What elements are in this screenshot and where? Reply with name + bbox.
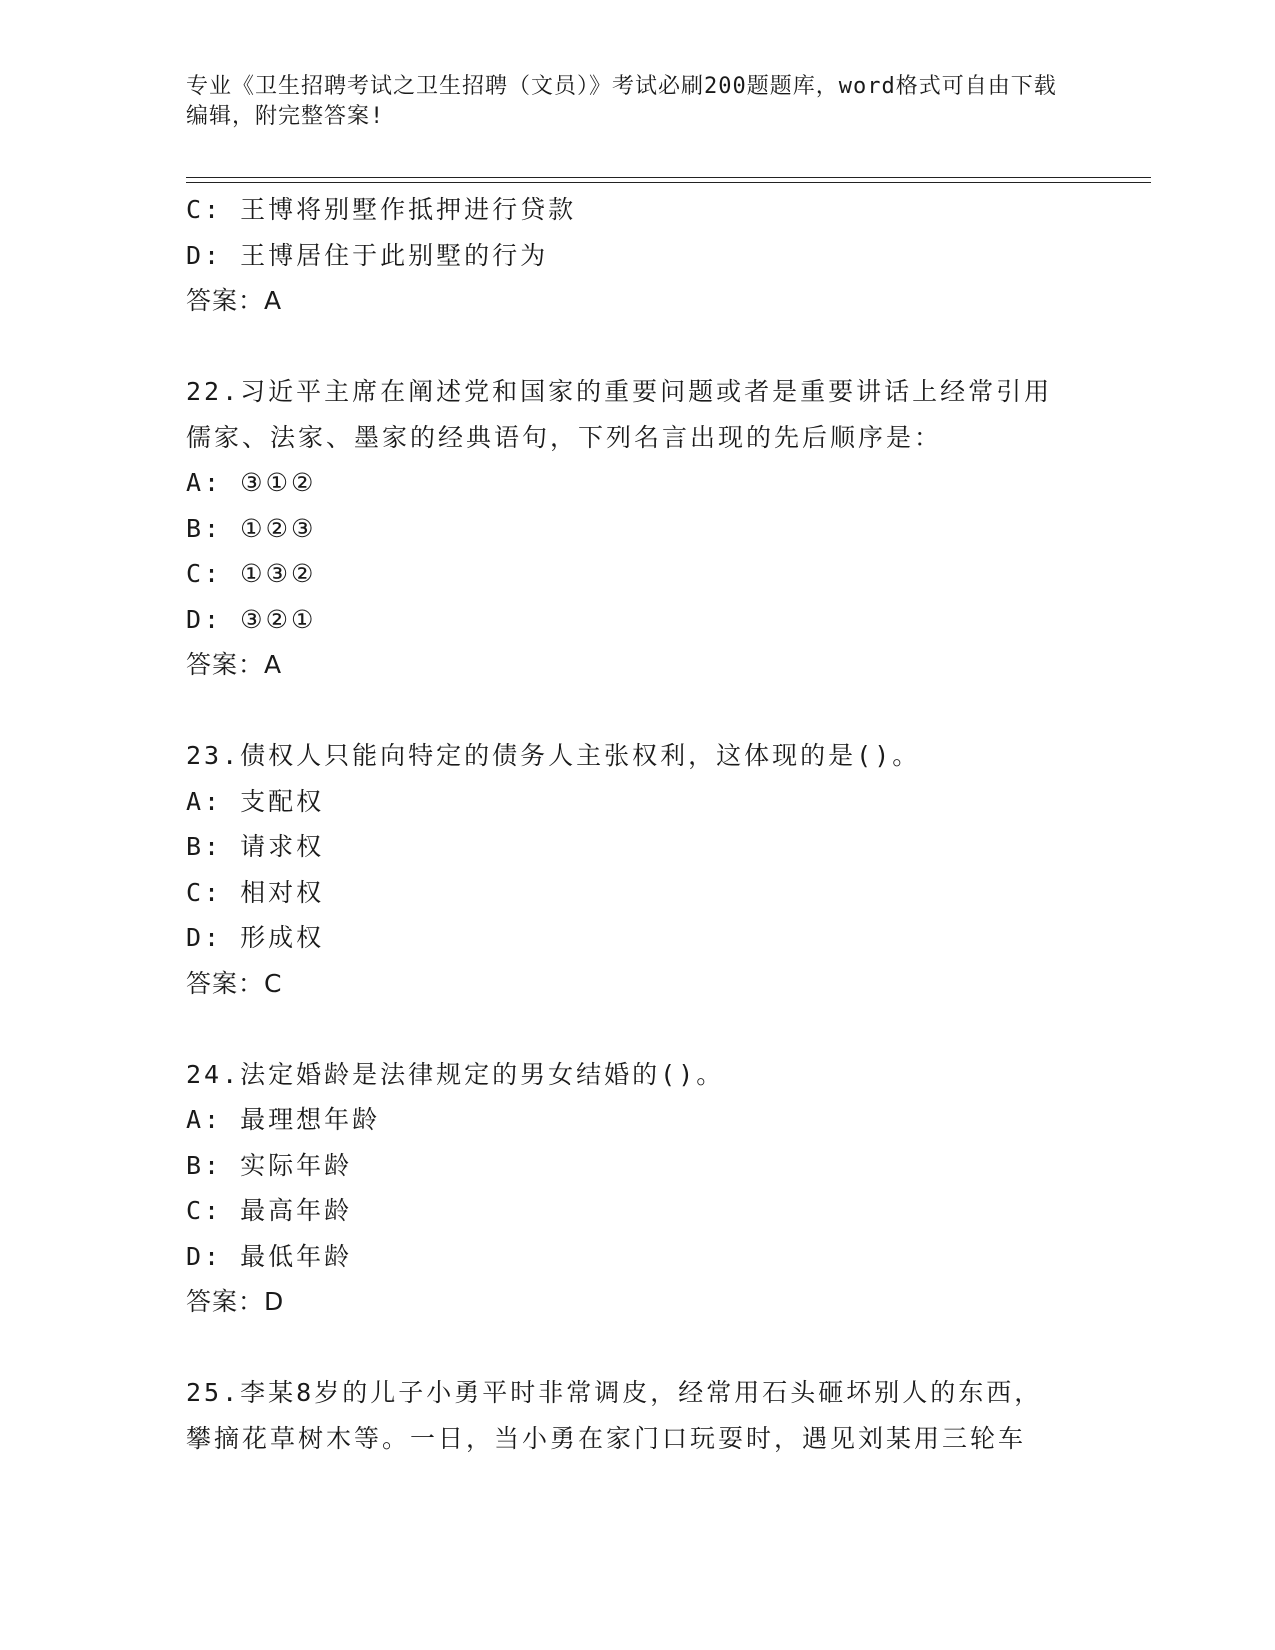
spacer: [186, 1325, 1086, 1371]
option-d: D: ③②①: [186, 604, 317, 634]
question-list: [186, 187, 1086, 1461]
spacer: [186, 324, 1086, 370]
answer: 答案：D: [186, 1287, 285, 1316]
question-25: [186, 1370, 1086, 1461]
option-c: C: 相对权: [186, 877, 325, 907]
header-divider-top: [186, 177, 1151, 178]
question-stem: 攀摘花草树木等。一日，当小勇在家门口玩耍时，遇见刘某用三轮车: [186, 1423, 1027, 1453]
question-stem: 23.债权人只能向特定的债务人主张权利，这体现的是()。: [186, 741, 921, 770]
document-header: [186, 72, 1066, 132]
answer: 答案：A: [186, 650, 283, 679]
spacer: [186, 1006, 1086, 1052]
option-c: C: 王博将别墅作抵押进行贷款: [186, 195, 577, 224]
question-23: [186, 733, 1086, 1006]
question-22: [186, 369, 1086, 688]
spacer: [186, 688, 1086, 734]
question-stem: 儒家、法家、墨家的经典语句，下列名言出现的先后顺序是：: [186, 422, 943, 452]
option-c: C: 最高年龄: [186, 1196, 353, 1225]
option-b: B: ①②③: [186, 513, 317, 543]
question-stem: 24.法定婚龄是法律规定的男女结婚的()。: [186, 1059, 725, 1089]
answer: 答案：C: [186, 968, 283, 998]
option-b: B: 请求权: [186, 832, 325, 861]
option-a: A: ③①②: [186, 468, 317, 497]
option-d: D: 形成权: [186, 923, 325, 952]
question-24: [186, 1052, 1086, 1325]
question-stem: 25.李某8岁的儿子小勇平时非常调皮，经常用石头砸坏别人的东西，: [186, 1378, 1043, 1407]
header-divider-bottom: [186, 182, 1151, 183]
option-c: C: ①③②: [186, 559, 317, 588]
option-d: D: 最低年龄: [186, 1241, 353, 1271]
option-d: D: 王博居住于此别墅的行为: [186, 240, 549, 270]
question-stem: 22.习近平主席在阐述党和国家的重要问题或者是重要讲话上经常引用: [186, 377, 1053, 406]
option-a: A: 支配权: [186, 786, 325, 816]
question-21-tail: [186, 187, 1086, 324]
answer: 答案：A: [186, 286, 283, 315]
option-a: A: 最理想年龄: [186, 1105, 381, 1134]
header-title: 专业《卫生招聘考试之卫生招聘（文员）》考试必刷200题题库，word格式可自由下载编辑，附完整答案!: [186, 74, 1057, 129]
option-b: B: 实际年龄: [186, 1150, 353, 1180]
